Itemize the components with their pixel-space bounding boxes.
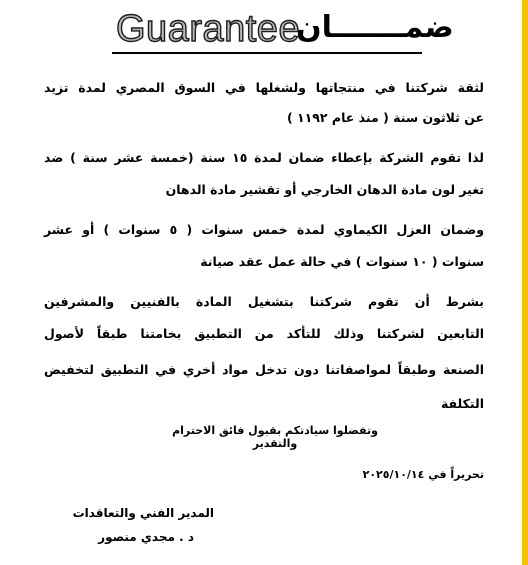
- body-line-10: التكلفة: [440, 396, 484, 411]
- body-line-4: تغير لون مادة الدهان الخارجي أو تقشير مادة الدهان: [165, 182, 484, 197]
- closing-statement: وتفضلوا سيادتكم بقبول فائق الاحترام والتقدير: [172, 424, 378, 450]
- body-line-6: سنوات ( ١٠ سنوات ) في حالة عمل عقد صيانة: [200, 254, 484, 269]
- body-line-5: وضمان العزل الكيماوي لمدة خمس سنوات ( ٥ سنوات ) أو عشر: [44, 222, 484, 237]
- body-line-3: لذا تقوم الشركة بإعطاء ضمان لمدة ١٥ سنة (خمسة عشر سنة ) ضد: [44, 150, 484, 165]
- accent-border: [522, 0, 528, 565]
- signature-name: د . مجدي منصور: [98, 530, 194, 544]
- title-english: Guarantee: [116, 8, 301, 50]
- document-title: [0, 6, 528, 54]
- body-line-7: بشرط أن تقوم شركتنا بتشغيل المادة بالفنيين والمشرفين: [44, 294, 484, 309]
- title-arabic: ضمـــــــان: [296, 10, 454, 45]
- document-date: تحريراً في ٢٠٢٥/١٠/١٤: [362, 468, 484, 481]
- title-underline: [112, 52, 422, 54]
- body-line-1: لثقة شركتنا في منتجاتها ولشغلها في السوق المصري لمدة تزيد: [44, 80, 484, 95]
- body-line-8: التابعين لشركتنا وذلك للتأكد من التطبيق بخامتنا طبقاً لأصول: [44, 326, 484, 341]
- body-line-9: الصنعة وطبقاً لمواصفاتنا دون تدخل مواد أخري في التطبيق لتخفيض: [44, 362, 484, 377]
- signature-title: المدير الفني والتعاقدات: [72, 506, 214, 520]
- body-line-2: عن ثلاثون سنة ( منذ عام ١١٩٢ ): [286, 110, 484, 125]
